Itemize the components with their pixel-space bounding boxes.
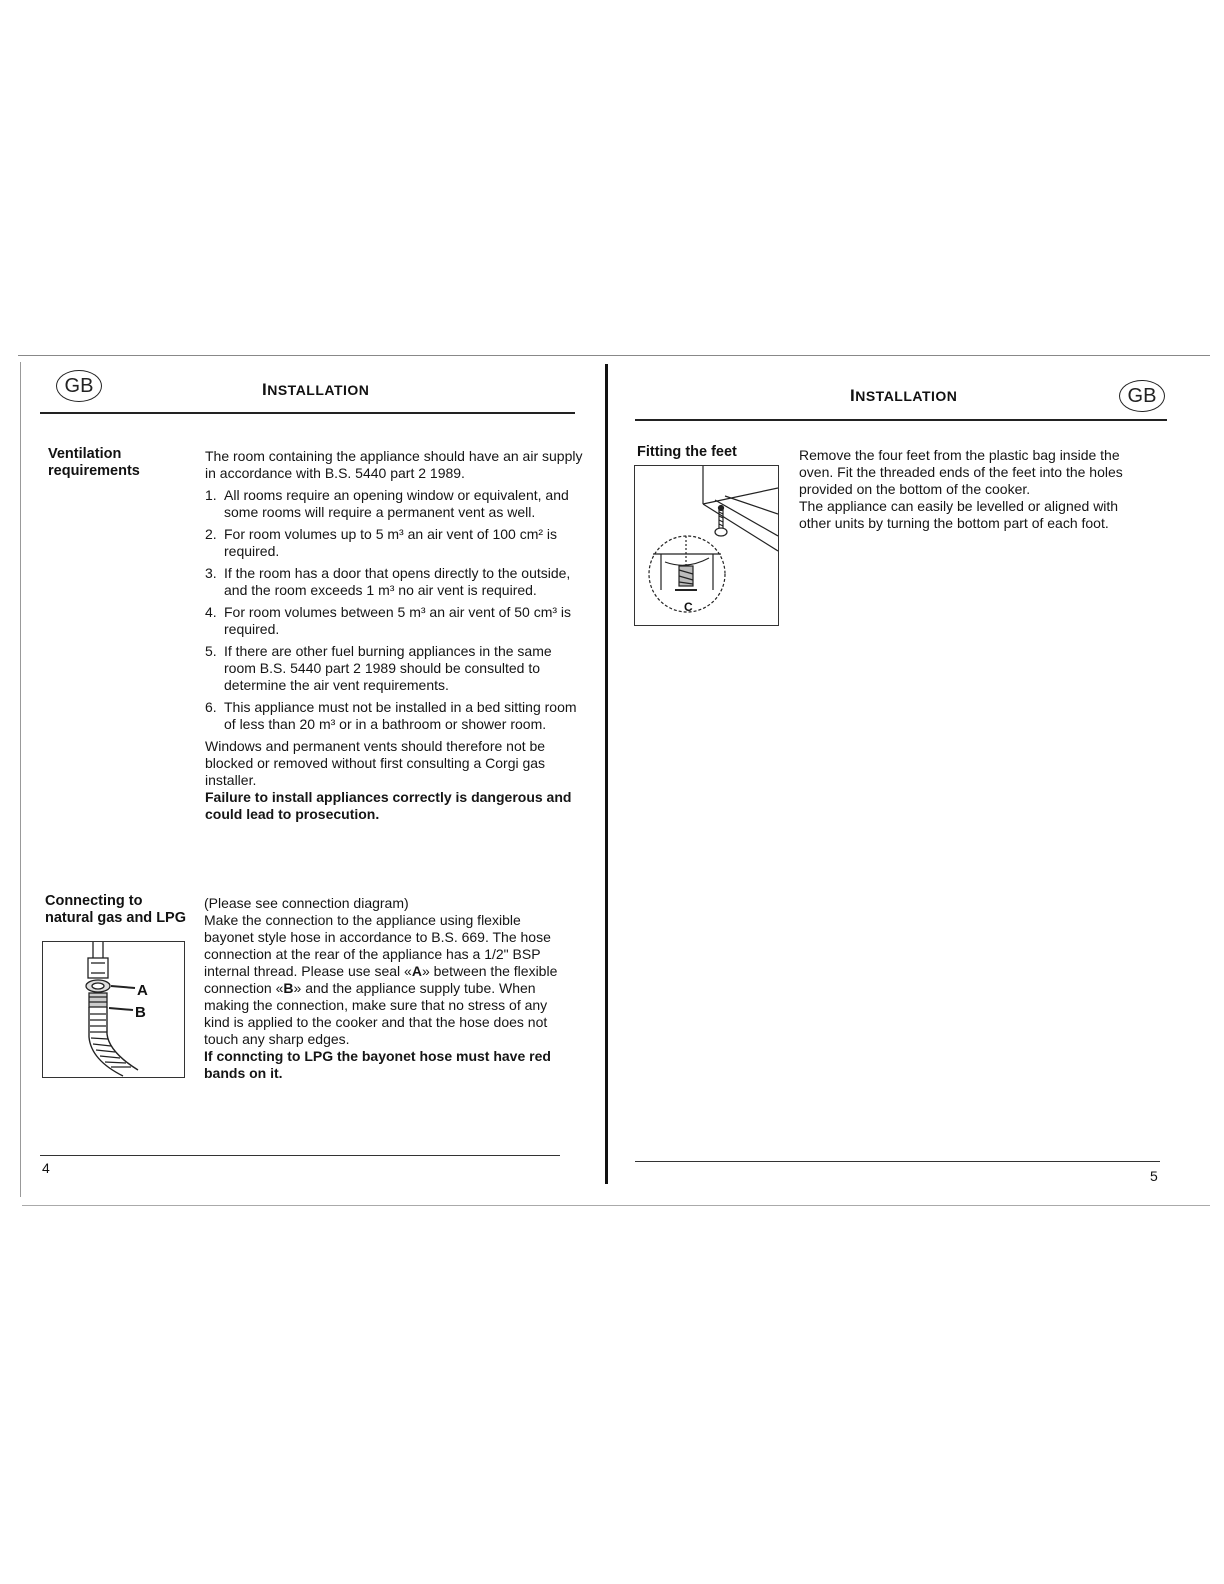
list-item-text: For room volumes between 5 m³ an air vent of 50 cm³ is required. xyxy=(224,604,572,637)
ventilation-heading-text: Ventilation requirements xyxy=(48,446,140,479)
connecting-instructions xyxy=(204,912,570,1048)
figure-label-c: C xyxy=(684,600,693,614)
connecting-heading-line1: Connecting to xyxy=(45,893,143,909)
connecting-body xyxy=(204,895,570,1082)
feet-levelling: The appliance can easily be levelled or aligned with other units by turning the bottom part of each foot. xyxy=(799,498,1119,531)
connecting-text-3: » and the appliance supply tube. When making the connection, make sure that no stress of any kind is applied to the cooker and that the hose does not touch any sharp edges. xyxy=(204,980,548,1047)
list-item xyxy=(205,604,583,638)
connecting-heading xyxy=(45,893,195,927)
connecting-heading-line2: natural gas and LPG xyxy=(45,910,186,926)
page-gutter xyxy=(605,364,608,1184)
list-item-number: 3. xyxy=(205,565,217,581)
ventilation-closing: Windows and permanent vents should therefore not be blocked or removed without first consulting a Corgi gas installer. xyxy=(205,738,546,788)
connecting-text-1: Make the connection to the appliance using flexible bayonet style hose in accordance to B.S. 669. The hose connection at the rear of the appliance has a 1/2" BSP internal thread. Please use seal « xyxy=(204,912,551,979)
list-item xyxy=(205,699,583,733)
ventilation-heading xyxy=(48,446,188,480)
feet-illustration xyxy=(635,466,778,625)
ventilation-body xyxy=(205,448,583,823)
seal-label: A xyxy=(411,963,422,979)
list-item-number: 2. xyxy=(205,526,217,542)
ventilation-warning: Failure to install appliances correctly is dangerous and could lead to prosecution. xyxy=(205,789,572,822)
hose-connection-figure xyxy=(42,941,185,1078)
list-item-number: 6. xyxy=(205,699,217,715)
connecting-warning: If conncting to LPG the bayonet hose must have red bands on it. xyxy=(204,1048,551,1081)
section-title: INSTALLATION xyxy=(262,380,370,399)
connection-label: B xyxy=(283,980,294,996)
connecting-text-2: » between the flexible connection « xyxy=(204,963,558,996)
list-item-number: 5. xyxy=(205,643,217,659)
list-item-text: If the room has a door that opens directly to the outside, and the room exceeds 1 m³ no air vent is required. xyxy=(224,565,571,598)
list-item xyxy=(205,526,583,560)
connecting-note: (Please see connection diagram) xyxy=(204,895,409,911)
ventilation-list xyxy=(205,487,583,733)
list-item xyxy=(205,565,583,599)
hose-connection-illustration xyxy=(43,942,184,1077)
scan-top-edge xyxy=(18,355,1210,356)
footer-rule xyxy=(635,1161,1160,1162)
list-item-number: 1. xyxy=(205,487,217,503)
feet-heading: Fitting the feet xyxy=(637,444,737,460)
list-item-text: All rooms require an opening window or equivalent, and some rooms will require a permanent vent as well. xyxy=(224,487,569,520)
feet-body xyxy=(799,447,1144,532)
list-item-text: For room volumes up to 5 m³ an air vent of 100 cm² is required. xyxy=(224,526,558,559)
scan-bottom-edge xyxy=(22,1205,1210,1206)
page-number: 4 xyxy=(42,1160,50,1176)
feet-instructions: Remove the four feet from the plastic bag inside the oven. Fit the threaded ends of the feet into the holes provided on the bottom of the cooker. xyxy=(799,447,1123,497)
header-rule xyxy=(40,412,575,414)
section-title: INSTALLATION xyxy=(850,386,958,405)
ventilation-intro: The room containing the appliance should have an air supply in accordance with B.S. 5440 part 2 1989. xyxy=(205,448,583,481)
list-item xyxy=(205,487,583,521)
gb-country-badge: GB xyxy=(1119,380,1165,412)
scan-left-edge xyxy=(20,362,21,1197)
list-item-number: 4. xyxy=(205,604,217,620)
list-item-text: If there are other fuel burning appliances in the same room B.S. 5440 part 2 1989 should be consulted to determine the air vent requirements. xyxy=(224,643,552,693)
figure-label-b: B xyxy=(135,1004,146,1021)
footer-rule xyxy=(40,1155,560,1156)
figure-label-a: A xyxy=(137,982,148,999)
header-rule xyxy=(635,419,1167,421)
feet-figure xyxy=(634,465,779,626)
list-item xyxy=(205,643,583,694)
gb-country-badge: GB xyxy=(56,370,102,402)
list-item-text: This appliance must not be installed in a bed sitting room of less than 20 m³ or in a bathroom or shower room. xyxy=(224,699,577,732)
page-number: 5 xyxy=(1150,1168,1158,1184)
